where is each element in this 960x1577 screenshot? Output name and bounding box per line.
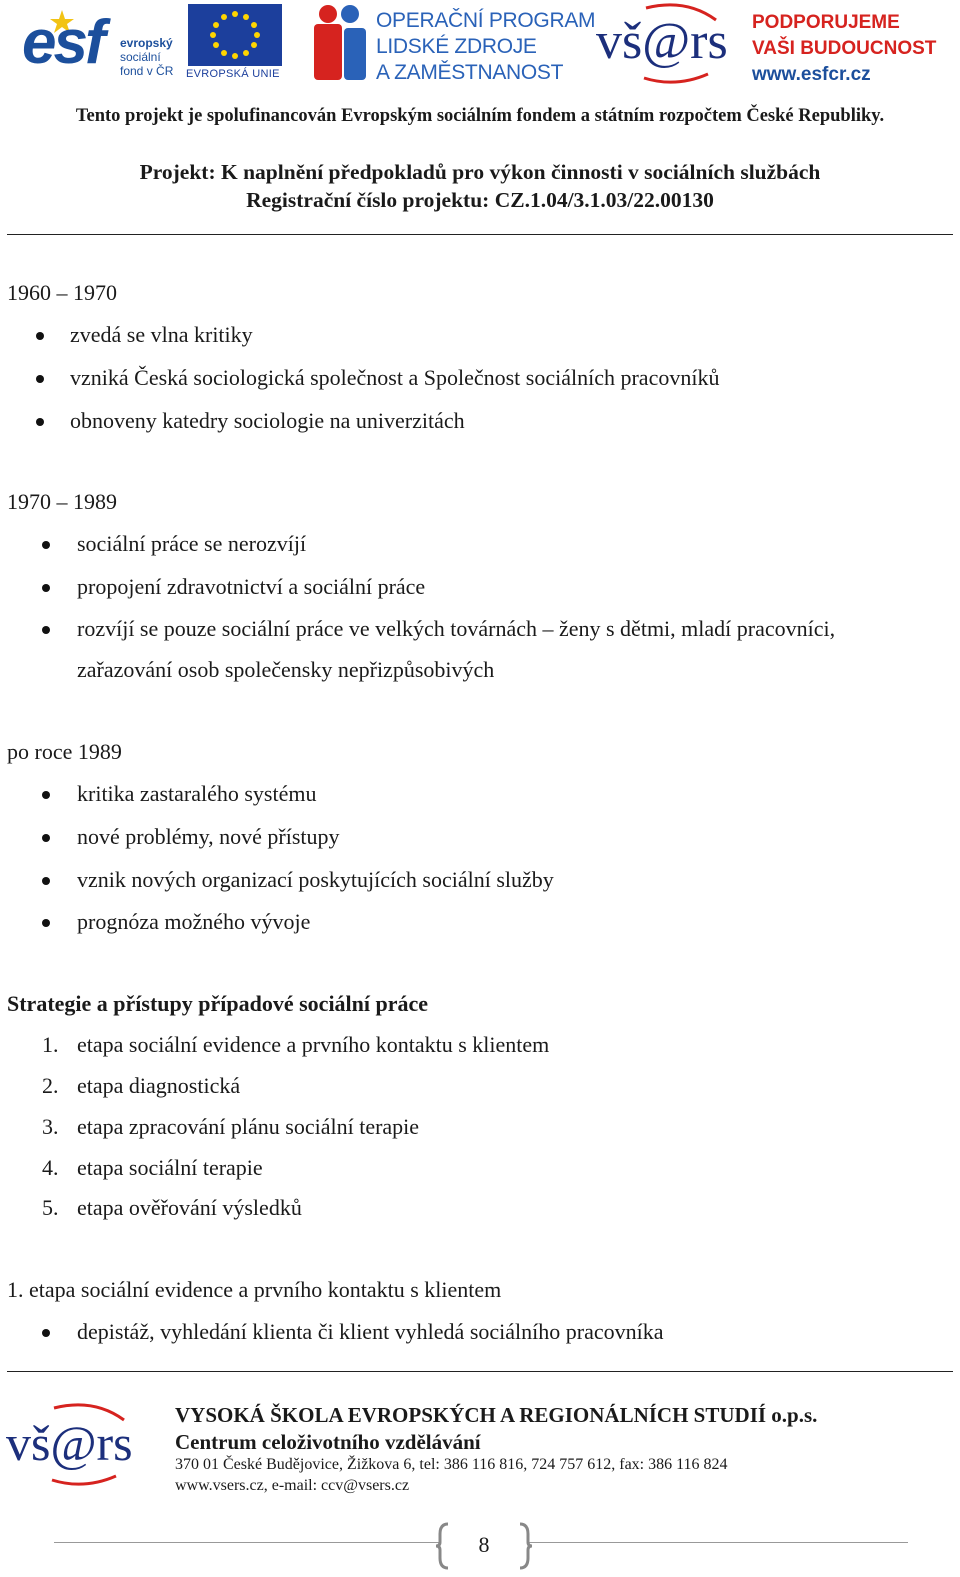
- list-item: etapa zpracování plánu sociální terapie: [77, 1114, 420, 1139]
- project-registration: Registrační číslo projektu: CZ.1.04/3.1.03/22.00130: [246, 188, 714, 212]
- esf-line2: sociální: [120, 50, 161, 64]
- op-title: [376, 8, 595, 86]
- bullet-icon: [42, 834, 50, 842]
- bullet-icon: [36, 418, 44, 426]
- support-url[interactable]: www.esfcr.cz: [752, 64, 871, 85]
- list-number: 4.: [42, 1155, 59, 1180]
- op-line-1: OPERAČNÍ PROGRAM: [376, 9, 596, 32]
- cofinance-note: Tento projekt je spolufinancován Evropským sociálním fondem a státním rozpočtem České Republiky.: [75, 106, 885, 126]
- list-number: 2.: [42, 1073, 59, 1098]
- footer-web[interactable]: www.vsers.cz, e-mail: ccv@vsers.cz: [175, 1477, 410, 1494]
- page-line-right: [528, 1542, 908, 1543]
- esf-caption: [120, 36, 173, 78]
- project-title: Projekt: K naplnění předpokladů pro výkon činnosti v sociálních službách: [139, 160, 821, 184]
- list-item: propojení zdravotnictví a sociální práce: [77, 574, 426, 599]
- bullet-icon: [42, 584, 50, 592]
- list-item: vzniká Česká sociologická společnost a Společnost sociálních pracovníků: [70, 365, 720, 390]
- footer-school: VYSOKÁ ŠKOLA EVROPSKÝCH A REGIONÁLNÍCH STUDIÍ o.p.s.: [175, 1403, 818, 1427]
- list-item: kritika zastaralého systému: [77, 781, 317, 806]
- footer-center: Centrum celoživotního vzdělávání: [175, 1430, 481, 1454]
- bullet-icon: [42, 1329, 50, 1337]
- logo-strip: [0, 0, 960, 92]
- bullet-icon: [42, 919, 50, 927]
- esf-logo: [22, 4, 182, 82]
- footer-contact: [175, 1454, 728, 1496]
- list-item: etapa sociální terapie: [77, 1155, 263, 1180]
- footer-school-block: [175, 1402, 817, 1456]
- op-line-3: A ZAMĚSTNANOST: [376, 61, 564, 84]
- bullet-icon: [42, 791, 50, 799]
- list-item: etapa ověřování výsledků: [77, 1195, 302, 1220]
- eu-stars-icon: [188, 4, 282, 66]
- list-item: rozvíjí se pouze sociální práce ve velkých továrnách – ženy s dětmi, mladí pracovníci,: [77, 616, 836, 641]
- list-number: 5.: [42, 1195, 59, 1220]
- vsers-footer-logo-text: vš@rs: [6, 1415, 133, 1471]
- list-item-continuation: zařazování osob společensky nepřizpůsobivých: [77, 657, 495, 682]
- section-heading: 1970 – 1989: [7, 489, 117, 514]
- op-line-2: LIDSKÉ ZDROJE: [376, 35, 537, 58]
- list-number: 3.: [42, 1114, 59, 1139]
- esf-letters: esf: [22, 8, 103, 77]
- footer-address: 370 01 České Budějovice, Žižkova 6, tel: 386 116 816, 724 757 612, fax: 386 116 824: [175, 1456, 728, 1473]
- page-number: 8: [478, 1532, 490, 1557]
- vsers-logo-text: vš@rs: [596, 13, 728, 70]
- op-people-icon: [310, 2, 370, 82]
- support-slogan: [752, 10, 936, 88]
- support-line-1: PODPORUJEME: [752, 12, 900, 33]
- page-line-left: [54, 1542, 440, 1543]
- section-heading: po roce 1989: [7, 739, 122, 764]
- support-line-2: VAŠI BUDOUCNOST: [752, 38, 937, 59]
- project-block: [0, 158, 960, 214]
- strategy-heading: Strategie a přístupy případové sociální práce: [7, 991, 429, 1016]
- section-heading: 1960 – 1970: [7, 280, 117, 305]
- vsers-footer-logo: [6, 1398, 156, 1488]
- list-item: etapa diagnostická: [77, 1073, 241, 1098]
- list-item: sociální práce se nerozvíjí: [77, 531, 307, 556]
- stage-heading: 1. etapa sociální evidence a prvního kontaktu s klientem: [7, 1277, 502, 1302]
- list-item: prognóza možného vývoje: [77, 909, 311, 934]
- list-item: zvedá se vlna kritiky: [70, 322, 253, 347]
- list-number: 1.: [42, 1032, 59, 1057]
- list-item: obnoveny katedry sociologie na univerzitách: [70, 408, 465, 433]
- bullet-icon: [42, 877, 50, 885]
- bullet-icon: [42, 626, 50, 634]
- footer-divider: [7, 1371, 953, 1372]
- bullet-icon: [36, 375, 44, 383]
- list-item: etapa sociální evidence a prvního kontaktu s klientem: [77, 1032, 550, 1057]
- esf-line3: fond v ČR: [120, 64, 174, 78]
- bullet-icon: [36, 332, 44, 340]
- list-item: nové problémy, nové přístupy: [77, 824, 340, 849]
- header-divider: [7, 234, 953, 235]
- vsers-logo: [596, 2, 746, 84]
- eu-flag-icon: [188, 4, 282, 66]
- list-item: depistáž, vyhledání klienta či klient vyhledá sociálního pracovníka: [77, 1319, 664, 1344]
- eu-label: EVROPSKÁ UNIE: [186, 68, 280, 80]
- esf-line1: evropský: [120, 36, 173, 50]
- bullet-icon: [42, 541, 50, 549]
- list-item: vznik nových organizací poskytujících sociální služby: [77, 867, 554, 892]
